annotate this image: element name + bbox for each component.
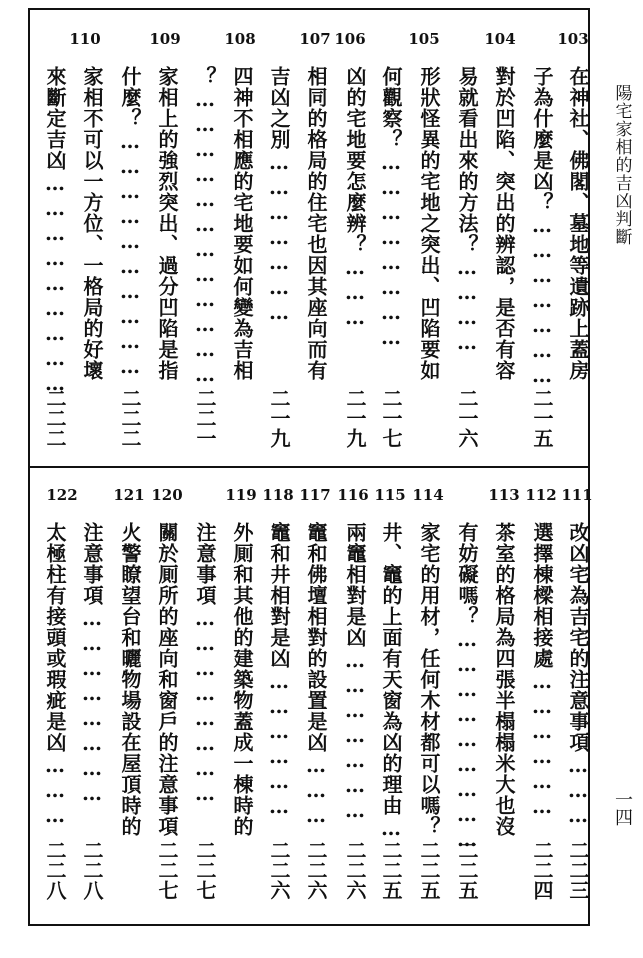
toc-line-110-a: 家相不可以一方位、一格局的好壞 (80, 66, 104, 381)
entry-number-115: 115 (374, 486, 406, 504)
toc-page-112: 二二四 (530, 840, 554, 900)
toc-page-113: 二二五 (455, 840, 479, 900)
toc-line-121-b: 注意事項…………………… (80, 522, 104, 806)
section-divider (28, 466, 590, 468)
toc-page-108: 二二一 (193, 388, 217, 448)
entry-number-120: 120 (151, 486, 183, 504)
toc-line-106: 凶的宅地要怎麼辨？……… (343, 66, 367, 330)
toc-line-103-b: 子為什麼是凶？………………… (530, 66, 554, 388)
entry-number-116: 116 (337, 486, 369, 504)
toc-line-108-a: 四神不相應的宅地要如何變為吉相 (230, 66, 254, 381)
toc-line-107-b: 吉凶之別………………… (267, 66, 291, 325)
toc-page-109: 二二二 (118, 388, 142, 448)
toc-line-119-b: 注意事項…………………… (193, 522, 217, 806)
toc-page-114: 二二五 (417, 840, 441, 900)
toc-page-116: 二二六 (343, 840, 367, 900)
entry-number-121: 121 (113, 486, 145, 504)
toc-line-122: 太極柱有接頭或瑕疵是凶……… (43, 522, 67, 828)
toc-line-109-b: 什麼？………………………… (118, 66, 142, 379)
toc-page-107: 二一九 (267, 388, 291, 448)
toc-line-105-a: 形狀怪異的宅地之突出、凹陷要如 (417, 66, 441, 381)
entry-number-118: 118 (262, 486, 294, 504)
toc-line-116: 兩竈相對是凶………………… (343, 522, 367, 823)
toc-page-106: 二一九 (343, 388, 367, 448)
entry-number-103: 103 (557, 30, 589, 48)
toc-line-104-a: 對於凹陷、突出的辨認，是否有容 (492, 66, 516, 381)
toc-line-107-a: 相同的格局的住宅也因其座向而有 (304, 66, 328, 381)
toc-page-117: 二二六 (304, 840, 328, 900)
entry-number-122: 122 (46, 486, 78, 504)
toc-line-120: 關於厠所的座向和窗戶的注意事項 (155, 522, 179, 837)
toc-page-119: 二二七 (193, 840, 217, 900)
toc-line-103-a: 在神社、佛閣、墓地等遺跡上蓋房 (566, 66, 590, 381)
entry-number-119: 119 (225, 486, 257, 504)
entry-number-110: 110 (69, 30, 101, 48)
toc-page-120: 二二七 (155, 840, 179, 900)
entry-number-112: 112 (525, 486, 557, 504)
toc-line-108-b: ？……………………………… (193, 66, 217, 387)
toc-line-105-b: 何觀察？…………………… (379, 66, 403, 350)
toc-page-104: 二一六 (455, 388, 479, 448)
toc-line-104-b: 易就看出來的方法？………… (455, 66, 479, 355)
entry-number-104: 104 (484, 30, 516, 48)
toc-line-112: 選擇棟樑相接處……………… (530, 522, 554, 819)
entry-number-109: 109 (149, 30, 181, 48)
toc-page-115: 二二五 (379, 840, 403, 900)
entry-number-107: 107 (299, 30, 331, 48)
toc-line-119-a: 外厠和其他的建築物蓋成一棟時的 (230, 522, 254, 837)
entry-number-111: 111 (561, 486, 593, 504)
toc-page-105: 二一七 (379, 388, 403, 448)
toc-line-118: 竈和井相對是凶……………… (267, 522, 291, 819)
toc-line-110-b: 來斷定吉凶……………………… (43, 66, 67, 396)
toc-line-121-a: 火警瞭望台和曬物場設在屋頂時的 (118, 522, 142, 837)
toc-page-110: 二二二 (43, 388, 67, 448)
running-title: 陽宅家相的吉凶判斷 (611, 84, 632, 246)
entry-number-113: 113 (488, 486, 520, 504)
entry-number-108: 108 (224, 30, 256, 48)
toc-page-121: 二二八 (80, 840, 104, 900)
toc-line-117: 竈和佛壇相對的設置是凶……… (304, 522, 328, 828)
entry-number-106: 106 (334, 30, 366, 48)
toc-page-103: 二一五 (530, 388, 554, 448)
toc-line-109-a: 家相上的強烈突出、過分凹陷是指 (155, 66, 179, 381)
toc-line-113-b: 有妨礙嗎？……………………… (455, 522, 479, 852)
toc-line-114: 家宅的用材，任何木材都可以嗎？ (417, 522, 441, 837)
page-number: 一四 (612, 790, 633, 826)
toc-page-122: 二二八 (43, 840, 67, 900)
toc-line-113-a: 茶室的格局為四張半榻榻米大也沒 (492, 522, 516, 837)
toc-line-115: 井、竈的上面有天窗為凶的理由… (379, 522, 403, 841)
entry-number-117: 117 (299, 486, 331, 504)
toc-page-118: 二二六 (267, 840, 291, 900)
toc-page-111: 二二三 (566, 840, 590, 900)
entry-number-114: 114 (412, 486, 444, 504)
toc-line-111: 改凶宅為吉宅的注意事項……… (566, 522, 590, 828)
entry-number-105: 105 (408, 30, 440, 48)
